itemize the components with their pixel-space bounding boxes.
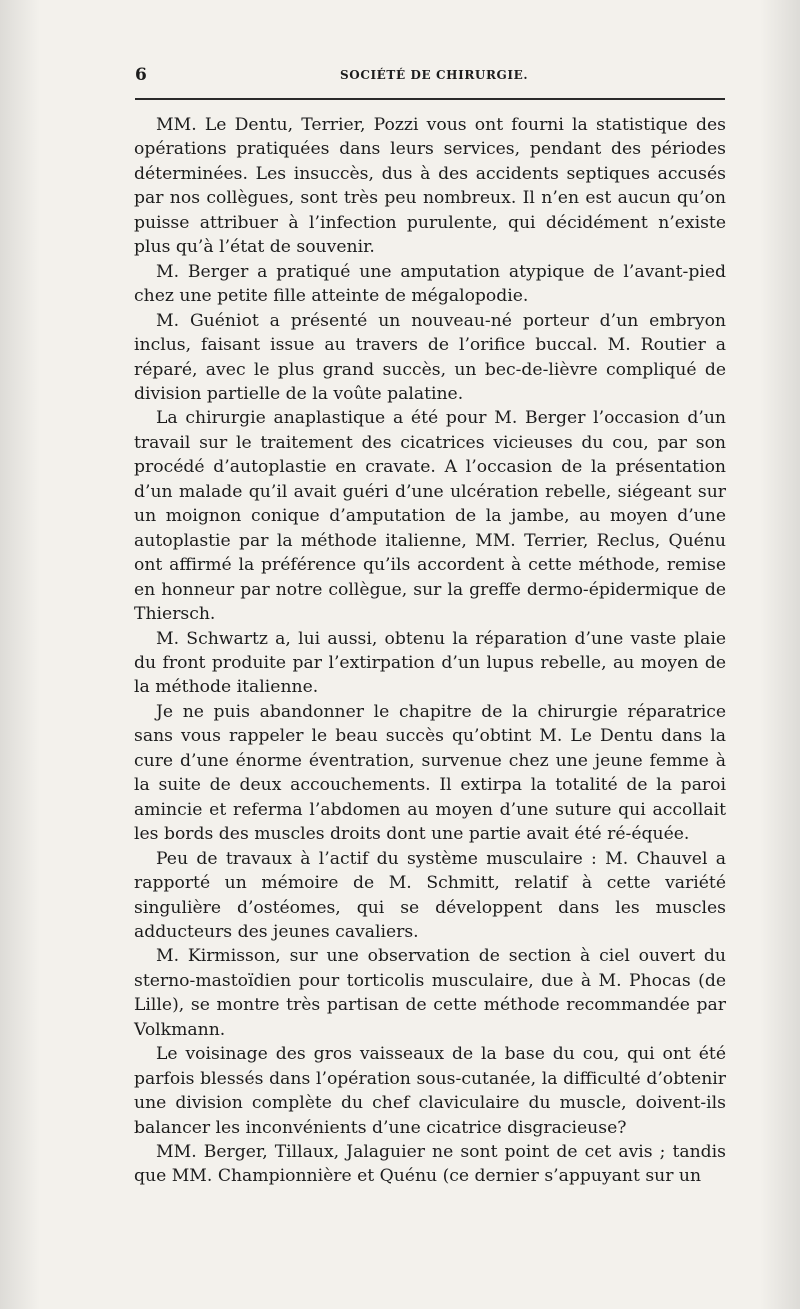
- running-title: SOCIÉTÉ DE CHIRURGIE.: [340, 68, 529, 82]
- paragraph: Je ne puis abandonner le chapitre de la chirurgie réparatrice sans vous rappeler le beau succès qu’obtint M. Le Dentu dans la cure d’une énorme éventration, survenue chez une jeune femme à la suite de deux accouchements. Il extirpa la totalité de la paroi amincie et referma l’abdomen au moyen d’une suture qui accollait les bords des muscles droits dont une partie avait été ré-équée.: [134, 701, 726, 845]
- paragraph: M. Guéniot a présenté un nouveau-né porteur d’un embryon inclus, faisant issue au travers de l’orifice buccal. M. Routier a réparé, avec le plus grand succès, un bec-de-lièvre compliqué de division partielle de la voûte palatine.: [134, 310, 726, 404]
- running-head: [135, 65, 725, 91]
- body-text: [134, 113, 726, 1189]
- paragraph: MM. Le Dentu, Terrier, Pozzi vous ont fourni la statistique des opérations pratiquées dans leurs services, pendant des périodes déterminées. Les insuccès, dus à des accidents septiques accusés par nos collègues, sont très peu nombreux. Il n’en est aucun qu’on puisse attribuer à l’infection purulente, qui décidément n’existe plus qu’à l’état de souvenir.: [134, 115, 726, 258]
- header-rule: [135, 98, 725, 100]
- page-edge-right: [760, 0, 800, 1309]
- paragraph: MM. Berger, Tillaux, Jalaguier ne sont point de cet avis ; tandis que MM. Championnière et Quénu (ce dernier s’appuyant sur un: [134, 1142, 726, 1187]
- paragraph: La chirurgie anaplastique a été pour M. Berger l’occasion d’un travail sur le traitement des cicatrices vicieuses du cou, par son procédé d’autoplastie en cravate. A l’occasion de la présentation d’un malade qu’il avait guéri d’une ulcération rebelle, siégeant sur un moignon conique d’amputation de la jambe, au moyen d’une autoplastie par la méthode italienne, MM. Terrier, Reclus, Quénu ont affirmé la préférence qu’ils accordent à cette méthode, remise en honneur par notre collègue, sur la greffe dermo-épidermique de Thiersch.: [134, 408, 726, 625]
- paragraph: Le voisinage des gros vaisseaux de la base du cou, qui ont été parfois blessés dans l’opération sous-cutanée, la difficulté d’obtenir une division complète du chef claviculaire du muscle, doivent-ils balancer les inconvénients d’une cicatrice disgracieuse?: [134, 1044, 726, 1138]
- paragraph: M. Schwartz a, lui aussi, obtenu la réparation d’une vaste plaie du front produite par l’extirpation d’un lupus rebelle, au moyen de la méthode italienne.: [134, 628, 726, 698]
- paragraph: M. Berger a pratiqué une amputation atypique de l’avant-pied chez une petite fille atteinte de mégalopodie.: [134, 261, 726, 307]
- paragraph: Peu de travaux à l’actif du système musculaire : M. Chauvel a rapporté un mémoire de M. Schmitt, relatif à cette variété singulière d’ostéomes, qui se développent dans les muscles adducteurs des jeunes cavaliers.: [134, 848, 726, 942]
- page-edge-left: [0, 0, 40, 1309]
- paragraph: M. Kirmisson, sur une observation de section à ciel ouvert du sterno-mastoïdien pour torticolis musculaire, due à M. Phocas (de Lille), se montre très partisan de cette méthode recommandée par Volkmann.: [134, 946, 726, 1040]
- page-number: 6: [135, 65, 147, 85]
